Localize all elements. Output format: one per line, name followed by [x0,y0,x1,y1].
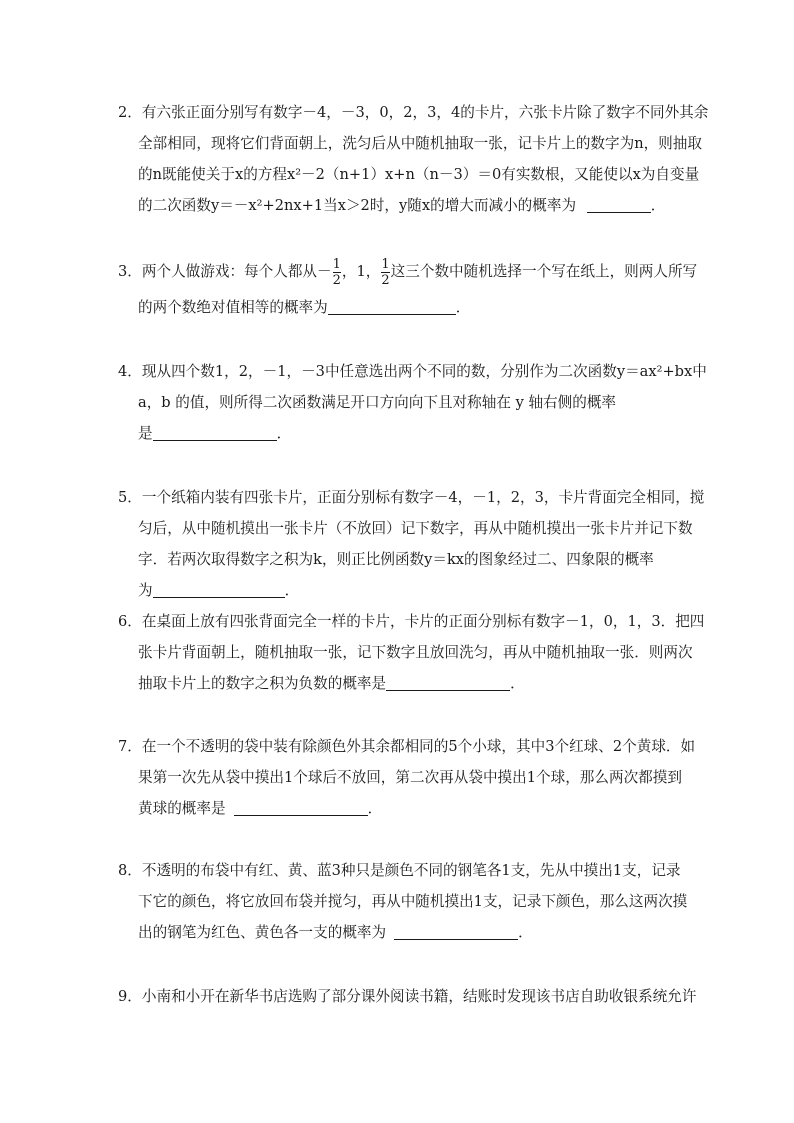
question-5-line-4 [118,575,678,606]
fraction-half [381,258,389,287]
question-5-line-1: 5．一个纸箱内装有四张卡片，正面分别标有数字－4，－1，2，3，卡片背面完全相同，搅 [118,489,705,506]
question-2-line-1: 2．有六张正面分别写有数字－4，－3，0，2，3，4的卡片，六张卡片除了数字不同外其余 [118,104,709,121]
answer-blank[interactable] [153,579,285,598]
period: ． [518,924,533,941]
question-6-line-1: 6．在桌面上放有四张背面完全一样的卡片，卡片的正面分别标有数字－1，0，1，3．把四 [118,613,705,630]
fraction-denominator: 2 [381,272,390,288]
period: ． [455,299,471,316]
question-9-line-1: 9．小南和小开在新华书店选购了部分课外阅读书籍，结账时发现该书店自助收银系统允许 [118,988,697,1005]
question-6-line-2: 张卡片背面朝上，随机抽取一张，记下数字且放回洗匀，再从中随机抽取一张．则两次 [138,644,693,661]
question-8-line-1: 8．不透明的布袋中有红、黄、蓝3种只是颜色不同的钢笔各1支，先从中摸出1支，记录 [118,862,681,879]
question-9 [118,981,697,1012]
fraction-denominator: 2 [332,272,341,288]
question-5-line-3: 字．若两次取得数字之积为k，则正比例函数y＝kx的图象经过二、四象限的概率 [138,551,654,568]
period: ． [276,425,292,442]
question-7-line-3 [118,793,678,824]
question-2-line-4-text: 的二次函数y＝－x²+2nx+1当x＞2时，y随x的增大而减小的概率为 [138,197,577,214]
question-6 [118,606,705,699]
question-2-line-4 [118,190,678,221]
question-8-line-3-text: 出的钢笔为红色、黄色各一支的概率为 [138,924,387,941]
answer-blank[interactable] [328,296,456,315]
question-6-line-3 [118,668,678,699]
period: ． [510,675,525,692]
question-4 [118,356,707,449]
answer-blank[interactable] [587,194,651,213]
question-5-line-2: 匀后，从中随机摸出一张卡片（不放回）记下数字，再从中随机摸出一张卡片并记下数 [138,520,693,537]
question-8-line-3 [118,917,678,948]
question-4-line-3 [118,418,678,449]
question-7 [118,731,696,824]
question-3-mid: ，1， [341,263,381,280]
question-2 [118,97,709,221]
question-3-post: 这三个数中随机选择一个写在纸上，则两人所写 [390,263,698,280]
answer-blank[interactable] [234,797,368,816]
period: ． [284,582,300,599]
question-7-line-2: 果第一次先从袋中摸出1个球后不放回，第二次再从袋中摸出1个球，那么两次都摸到 [138,769,682,786]
question-8 [118,855,688,948]
question-3-line-1 [118,252,698,292]
question-3 [118,252,698,323]
question-2-line-3: 的n既能使关于x的方程x²－2（n+1）x+n（n－3）＝0有实数根，又能使以x为自变量 [138,166,700,183]
question-3-pre: 3．两个人做游戏：每个人都从－ [118,263,332,280]
fraction-half [333,258,341,287]
question-4-line-3-text: 是 [138,425,153,442]
question-2-line-2: 全部相同，现将它们背面朝上，洗匀后从中随机抽取一张，记卡片上的数字为n，则抽取 [138,135,702,152]
question-7-line-1: 7．在一个不透明的袋中装有除颜色外其余都相同的5个小球，其中3个红球、2个黄球．如 [118,738,696,755]
answer-blank[interactable] [153,422,277,441]
question-7-line-3-text: 黄球的概率是 [138,800,226,817]
question-4-line-1: 4．现从四个数1，2，－1，－3中任意选出两个不同的数，分别作为二次函数y＝ax²+bx中 [118,363,707,380]
question-5-line-4-text: 为 [138,582,153,599]
question-8-line-2: 下它的颜色，将它放回布袋并搅匀，再从中随机摸出1支，记录下颜色，那么这两次摸 [138,893,688,910]
answer-blank[interactable] [394,921,518,940]
fraction-numerator: 1 [332,256,341,272]
question-4-line-2: a，b 的值，则所得二次函数满足开口方向向下且对称轴在 y 轴右侧的概率 [138,394,617,411]
period: ． [650,197,666,214]
question-5 [118,482,705,606]
period: ． [367,800,383,817]
fraction-numerator: 1 [381,256,390,272]
question-3-line-2 [118,292,678,323]
question-6-line-3-text: 抽取卡片上的数字之积为负数的概率是 [138,675,387,692]
answer-blank[interactable] [386,672,510,691]
question-3-line-2-text: 的两个数绝对值相等的概率为 [138,299,328,316]
